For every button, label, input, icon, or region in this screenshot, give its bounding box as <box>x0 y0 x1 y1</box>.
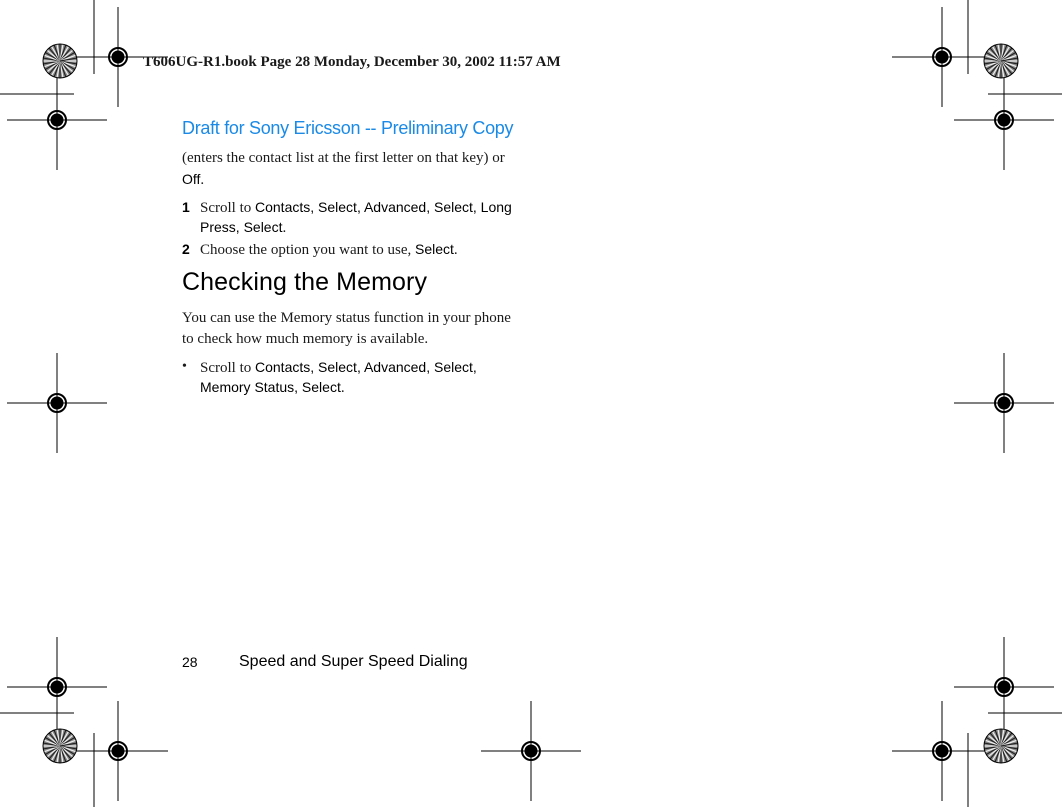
registration-target-icon <box>68 701 168 801</box>
page-number: 28 <box>182 654 198 670</box>
starburst-icon <box>43 44 77 78</box>
intro-paragraph <box>182 148 542 191</box>
registration-target-icon <box>7 70 107 170</box>
chapter-title: Speed and Super Speed Dialing <box>239 653 468 670</box>
registration-target-icon <box>892 7 992 107</box>
menu-path-cont: Memory Status, Select <box>200 379 341 395</box>
starburst-icon <box>43 729 77 763</box>
off-label: Off <box>182 171 201 187</box>
registration-target-icon <box>7 637 107 737</box>
menu-path: Select <box>414 241 454 257</box>
step-suffix: . <box>453 242 458 258</box>
step-prefix: Scroll to <box>200 200 255 216</box>
bullet-marker: • <box>182 359 187 374</box>
step-number: 1 <box>182 199 190 215</box>
menu-path: Contacts, Select, Advanced, Select, <box>255 359 477 375</box>
body-line-2: to check how much memory is available. <box>182 331 429 347</box>
bullet-suffix: . <box>340 380 345 396</box>
registration-target-icon <box>954 353 1054 453</box>
draft-notice: Draft for Sony Ericsson -- Preliminary Copy <box>182 118 514 138</box>
menu-path: Contacts, Select, Advanced, Select, Long <box>255 199 512 215</box>
bullet-prefix: Scroll to <box>200 360 255 376</box>
registration-target-icon <box>954 70 1054 170</box>
section-body <box>182 308 552 350</box>
intro-text: (enters the contact list at the first letter on that key) or <box>182 150 505 166</box>
intro-period: . <box>200 172 205 188</box>
starburst-icon <box>984 729 1018 763</box>
body-line-1: You can use the Memory status function in your phone <box>182 310 511 326</box>
bullet-text <box>200 358 545 398</box>
book-info-header: T606UG-R1.book Page 28 Monday, December 30, 2002 11:57 AM <box>143 54 561 70</box>
registration-target-icon <box>954 637 1054 737</box>
step-prefix: Choose the option you want to use, <box>200 242 415 258</box>
step-text <box>200 198 545 238</box>
menu-path-cont: Press, Select <box>200 219 283 235</box>
registration-target-icon <box>7 353 107 453</box>
registration-target-icon <box>481 701 581 801</box>
step-suffix: . <box>282 220 287 236</box>
step-text <box>200 240 545 260</box>
registration-target-icon <box>892 701 992 801</box>
starburst-icon <box>984 44 1018 78</box>
section-title: Checking the Memory <box>182 268 428 296</box>
step-number: 2 <box>182 241 190 257</box>
